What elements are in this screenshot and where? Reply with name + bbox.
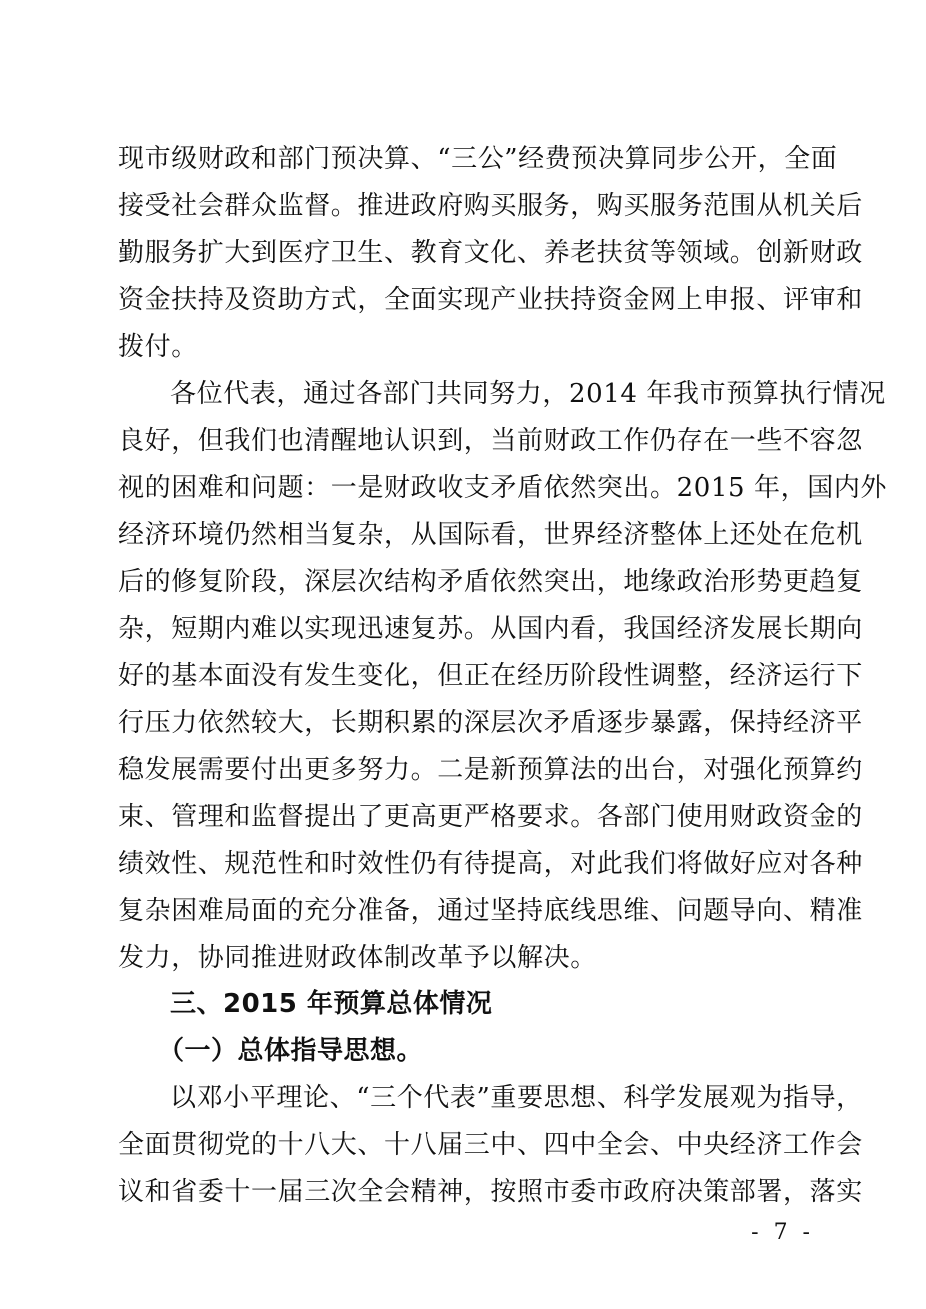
- paragraph-first-line: 各位代表，通过各部门共同努力，2014 年我市预算执行情况: [170, 379, 886, 409]
- body-text-line: 绩效性、规范性和时效性仍有待提高，对此我们将做好应对各种: [118, 849, 863, 879]
- body-text-line: 视的困难和问题：一是财政收支矛盾依然突出。2015 年，国内外: [118, 473, 888, 503]
- body-text-line: 良好，但我们也清醒地认识到，当前财政工作仍存在一些不容忽: [118, 426, 863, 456]
- body-text-line: 现市级财政和部门预决算、“三公”经费预决算同步公开，全面: [118, 144, 838, 174]
- section-heading: 三、2015 年预算总体情况: [170, 989, 493, 1019]
- body-text-line: 稳发展需要付出更多努力。二是新预算法的出台，对强化预算约: [118, 755, 863, 785]
- body-text-line: 接受社会群众监督。推进政府购买服务，购买服务范围从机关后: [118, 191, 863, 221]
- body-text-line: 拨付。: [118, 332, 198, 362]
- body-text-line: 资金扶持及资助方式，全面实现产业扶持资金网上申报、评审和: [118, 285, 863, 315]
- body-text-line: 发力，协同推进财政体制改革予以解决。: [118, 943, 597, 973]
- body-text-line: 好的基本面没有发生变化，但正在经历阶段性调整，经济运行下: [118, 661, 863, 691]
- body-text-line: 复杂困难局面的充分准备，通过坚持底线思维、问题导向、精准: [118, 896, 863, 926]
- body-text-line: 杂，短期内难以实现迅速复苏。从国内看，我国经济发展长期向: [118, 614, 863, 644]
- body-text-line: 经济环境仍然相当复杂，从国际看，世界经济整体上还处在危机: [118, 520, 863, 550]
- body-text-line: 束、管理和监督提出了更高更严格要求。各部门使用财政资金的: [118, 802, 863, 832]
- subsection-heading: （一）总体指导思想。: [158, 1036, 424, 1066]
- body-text-line: 行压力依然较大，长期积累的深层次矛盾逐步暴露，保持经济平: [118, 708, 863, 738]
- paragraph-first-line: 以邓小平理论、“三个代表”重要思想、科学发展观为指导，: [170, 1083, 863, 1113]
- body-text-line: 勤服务扩大到医疗卫生、教育文化、养老扶贫等领域。创新财政: [118, 238, 863, 268]
- body-text-line: 后的修复阶段，深层次结构矛盾依然突出，地缘政治形势更趋复: [118, 567, 863, 597]
- body-text-line: 议和省委十一届三次全会精神，按照市委市政府决策部署，落实: [118, 1177, 863, 1207]
- page-number: - 7 -: [751, 1220, 814, 1245]
- body-text-line: 全面贯彻党的十八大、十八届三中、四中全会、中央经济工作会: [118, 1130, 863, 1160]
